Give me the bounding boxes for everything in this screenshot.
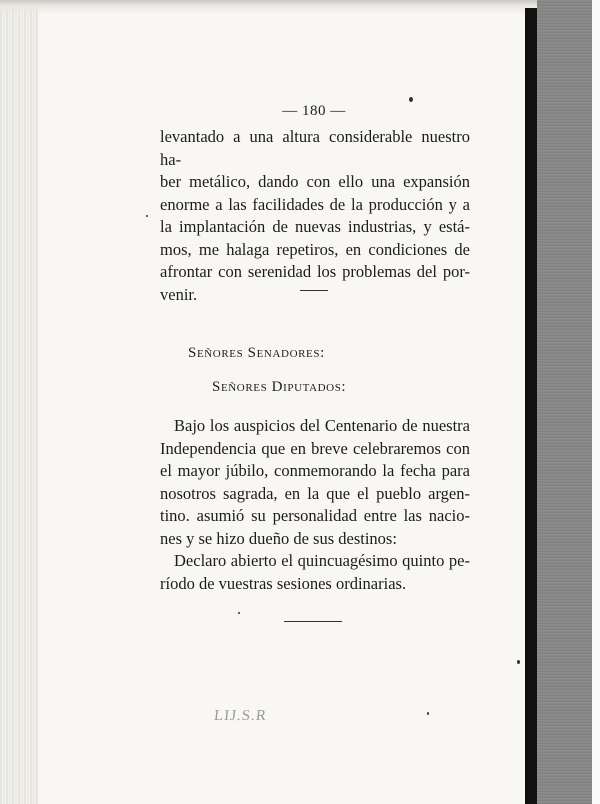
ink-speck <box>427 712 429 715</box>
scan-border <box>592 0 600 804</box>
ink-speck <box>146 215 148 217</box>
text-line: levantado a una altura considerable nuestro ha- <box>160 127 470 169</box>
text-line: venir. <box>160 284 198 304</box>
text-line: nosotros sagrada, en la que el pueblo argen- <box>160 483 470 503</box>
ink-speck <box>517 660 520 664</box>
paragraph-1 <box>160 126 470 306</box>
salutation-senators: Señores Senadores: <box>188 345 325 361</box>
text-line: Declaro abierto el quincuagésimo quinto pe- <box>174 551 470 570</box>
text-line: el mayor júbilo, conmemorando la fecha para <box>160 461 470 480</box>
salutation-deputies: Señores Diputados: <box>212 379 347 395</box>
text-line: nes y se hizo dueño de sus destinos: <box>160 528 397 548</box>
scan-margin <box>537 0 600 804</box>
page-top-edge <box>0 0 600 14</box>
text-line: afrontar con serenidad los problemas del por- <box>160 262 470 281</box>
text-line: ber metálico, dando con ello una expansión <box>160 172 470 191</box>
section-divider <box>300 290 328 291</box>
text-line: Bajo los auspicios del Centenario de nuestra <box>174 416 470 435</box>
text-line: ríodo de vuestras sesiones ordinarias. <box>160 573 407 593</box>
text-line: Independencia que en breve celebraremos con <box>160 438 470 458</box>
text-line: enorme a las facilidades de la producción y a <box>160 194 470 214</box>
paragraph-2 <box>160 415 470 595</box>
page-left-edge <box>0 0 38 804</box>
end-divider <box>284 621 342 622</box>
library-stamp: LIJ.S.R <box>213 708 268 724</box>
ink-speck <box>409 97 413 102</box>
ink-speck <box>238 612 240 614</box>
binding-shadow <box>525 8 537 804</box>
page-number: — 180 — <box>282 103 346 119</box>
text-line: tino. asumió su personalidad entre las nacio- <box>160 506 470 525</box>
text-line: mos, me halaga repetiros, en condiciones de <box>160 239 470 259</box>
text-line: la implantación de nuevas industrias, y está- <box>160 217 470 236</box>
